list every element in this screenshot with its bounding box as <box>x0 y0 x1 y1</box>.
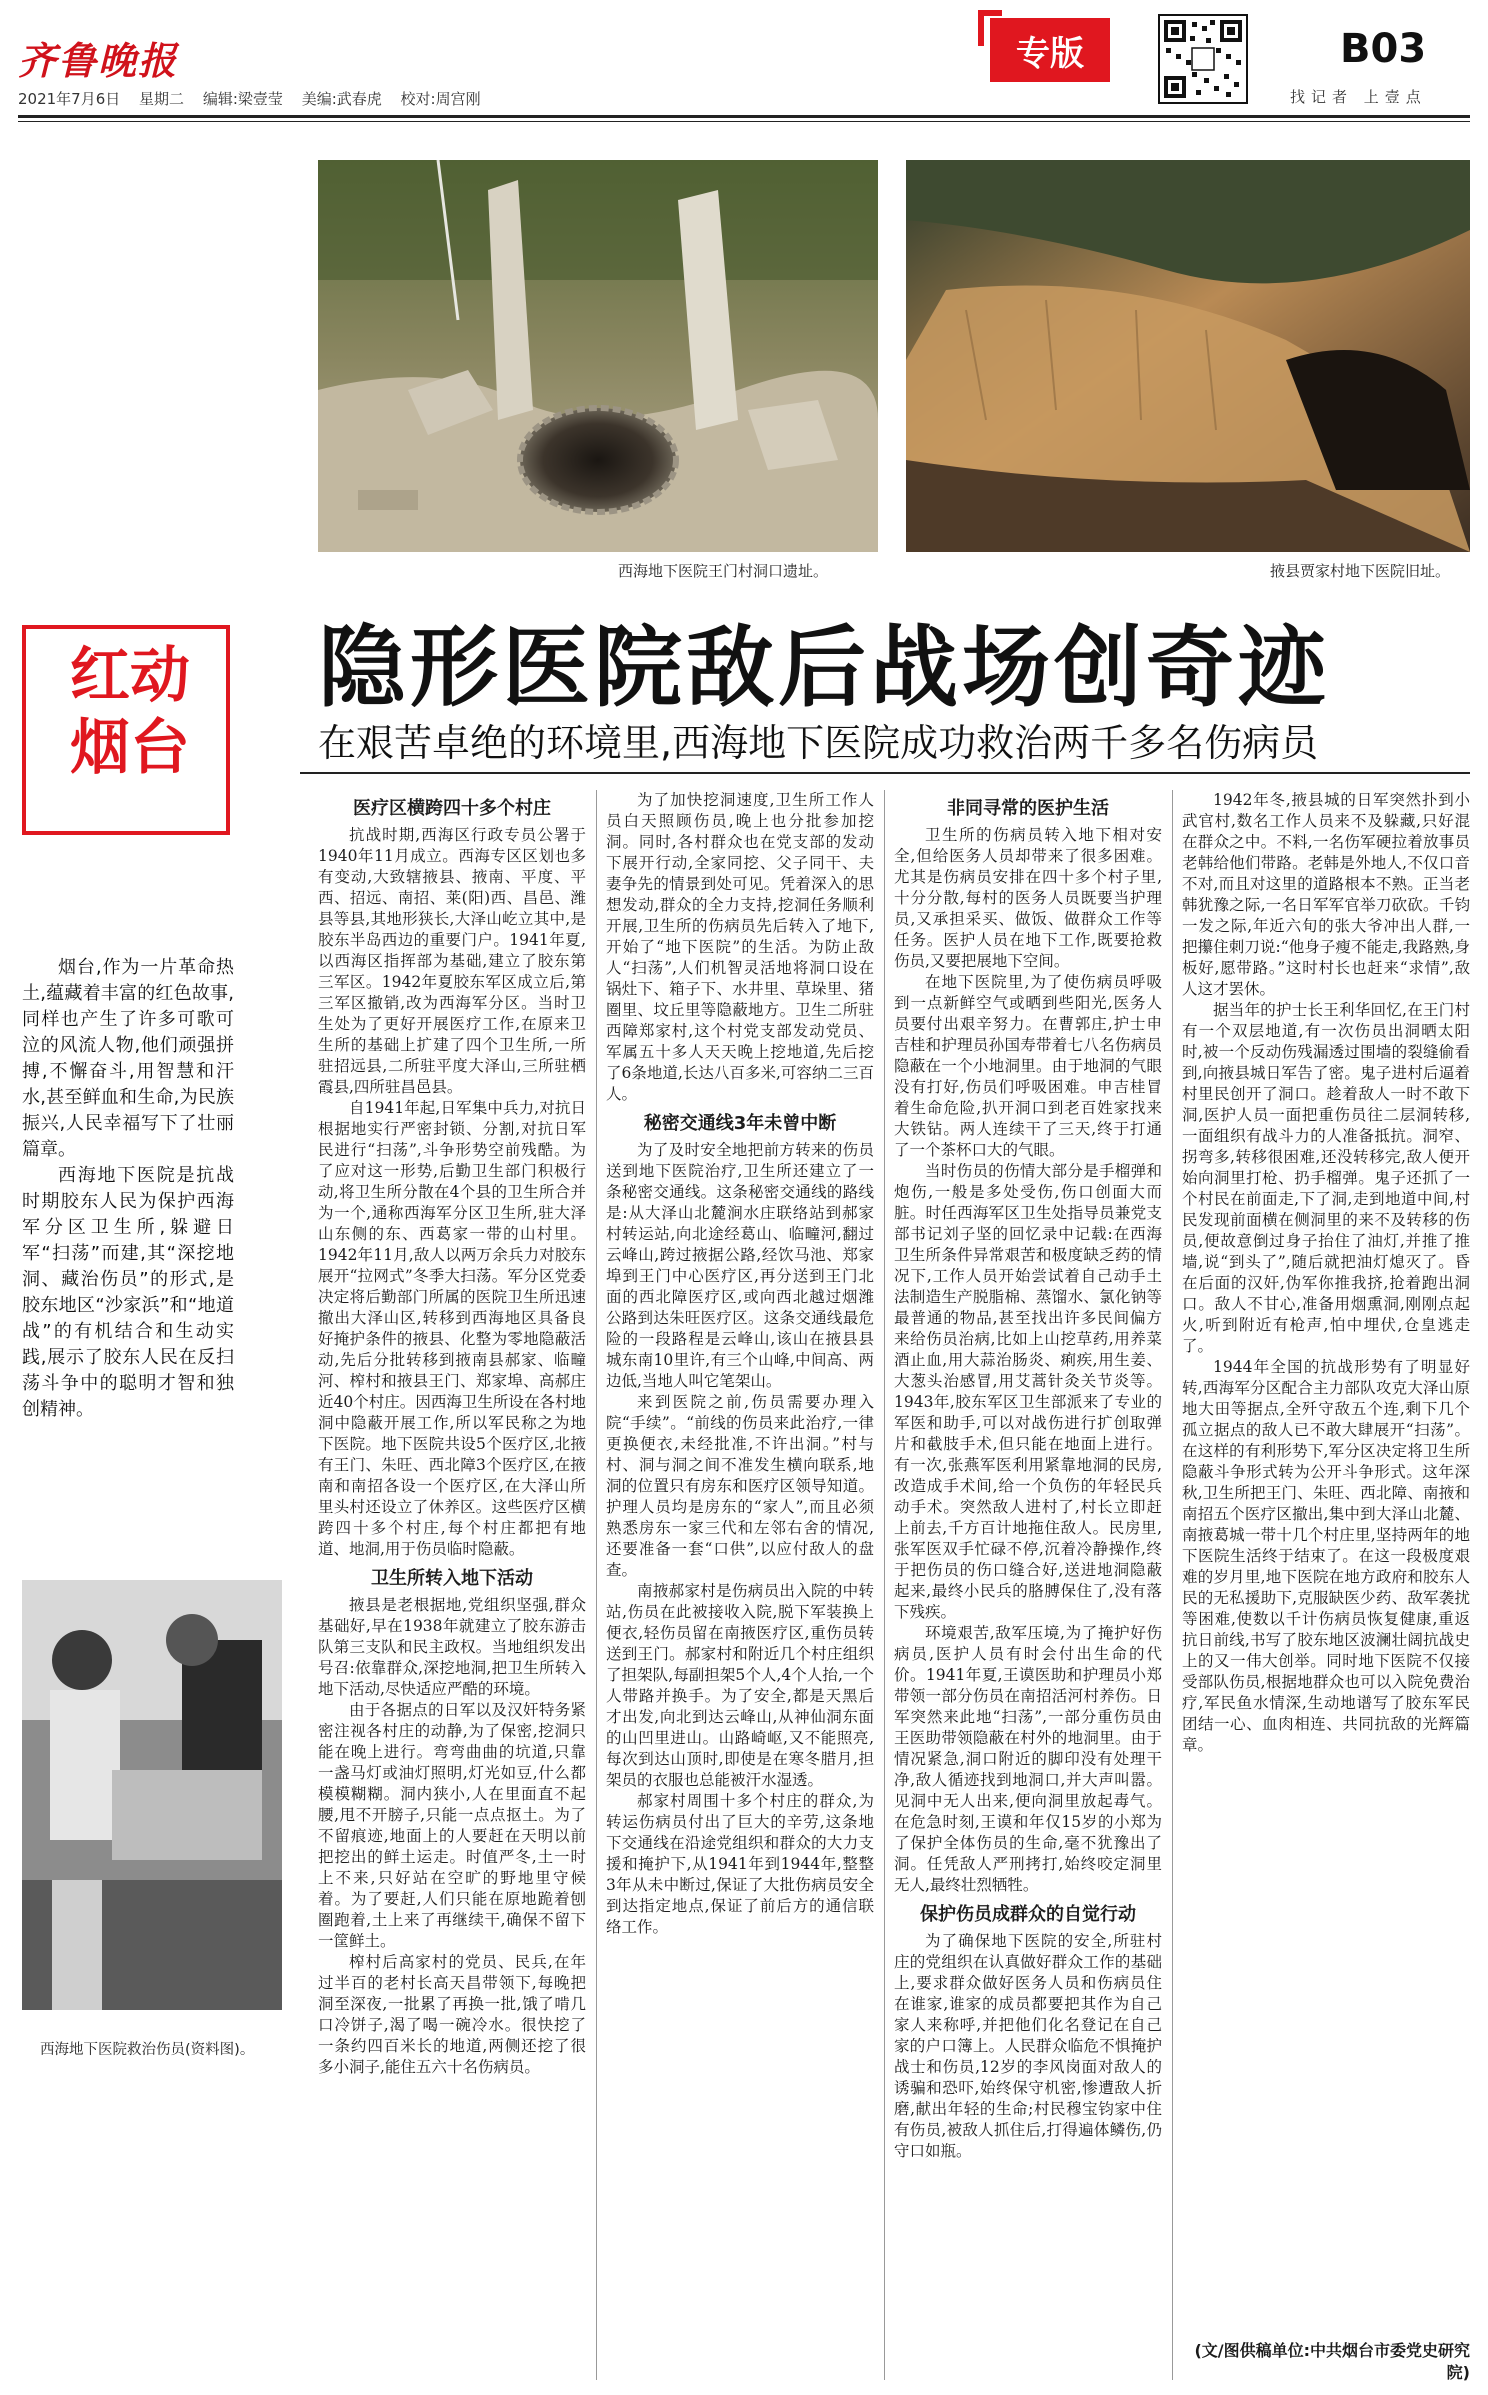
header-rule <box>18 115 1470 118</box>
weekday: 星期二 <box>139 90 185 108</box>
photo-caption-right: 掖县贾家村地下医院旧址。 <box>1270 562 1451 580</box>
column-divider <box>884 790 885 2380</box>
body-paragraph: 卫生所的伤病员转入地下相对安全,但给医务人员却带来了很多困难。尤其是伤病员安排在四十多个村子里,十分分散,每村的医务人员既要当护理员,又承担采买、做饭、做群众工作等任务。医护人员在地下工作,既要抢救伤员,又要把展地下空间。 <box>894 826 1162 970</box>
article-credit: (文/图供稿单位:中共烟台市委党史研究院) <box>1194 2341 1470 2382</box>
photo-caption-left: 西海地下医院王门村洞口遗址。 <box>618 562 829 580</box>
body-paragraph: 为了加快挖洞速度,卫生所工作人员白天照顾伤员,晚上也分批参加挖洞。同时,各村群众也在党支部的发动下展开行动,全家同挖、父子同干、夫妻争先的情景到处可见。凭着深入的思想发动,群众的全力支持,挖洞任务顺利开展,卫生所的伤病员先后转入了地下,开始了“地下医院”的生活。为防止敌人“扫荡”,人们机智灵活地将洞口设在锅灶下、箱子下、水井里、草垛里、猪圈里、坟丘里等隐蔽地方。卫生二所驻西障郑家村,这个村党支部发动党员、军属五十多人天天晚上挖地道,先后挖了6条地道,长达八百多米,可容纳二三百人。 <box>606 791 874 1103</box>
intro-paragraph: 烟台,作为一片革命热土,蕴藏着丰富的红色故事,同样也产生了许多可歌可泣的风流人物,他们顽强拼搏,不懈奋斗,用智慧和汗水,甚至鲜血和生命,为民族振兴,人民幸福写下了壮丽篇章。 <box>22 957 234 1160</box>
body-paragraph: 据当年的护士长王利华回忆,在王门村有一个双层地道,有一次伤员出洞晒太阳时,被一个反动伤残漏透过围墙的裂缝偷看到,向掖县城日军告了密。鬼子进村后逼着村里民创开了洞口。趁着敌人一时不敢下洞,医护人员一面把重伤员往二层洞转移,一面组织有战斗力的人准备抵抗。洞窄、拐弯多,转移很困难,还没转移完,敌人便开始向洞里打枪、扔手榴弹。鬼子还抓了一个村民在前面走,下了洞,走到地道中间,村民发现前面横在侧洞里的来不及转移的伤员,便故意倒过身子抬住了油灯,并推了推墙,说“到头了”,随后就把油灯熄灭了。昏在后面的汉奸,伪军你推我挤,抢着跑出洞口。敌人不甘心,准备用烟熏洞,刚刚点起火,听到附近有枪声,怕中埋伏,仓皇逃走了。 <box>1182 1001 1470 1355</box>
column-tag-line2: 烟台 <box>70 713 190 783</box>
body-paragraph: 榨村后高家村的党员、民兵,在年过半百的老村长高天昌带领下,每晚把洞至深夜,一批累了再换一批,饿了啃几口冷饼子,渴了喝一碗冷水。很快挖了一条约四百米长的地道,两侧还挖了很多小洞子,能住五六十名伤病员。 <box>318 1953 586 2076</box>
dateline <box>18 88 495 109</box>
body-paragraph: 为了及时安全地把前方转来的伤员送到地下医院治疗,卫生所还建立了一条秘密交通线。这条秘密交通线的路线是:从大泽山北麓涧水庄联络站到郝家村转运站,向北途经葛山、临疃河,翻过云峰山,跨过掖据公路,经饮马池、郑家埠到王门中心医疗区,再分送到王门北面的西北障医疗区,或向西北越过烟潍公路到达朱旺医疗区。这条交通线最危险的一段路程是云峰山,该山在掖县县城东南10里许,有三个山峰,中间高、两边低,当地人叫它笔架山。 <box>606 1141 874 1390</box>
photo-treating-wounded <box>22 1580 282 2010</box>
qr-code-icon[interactable] <box>1158 14 1248 104</box>
body-paragraph: 为了确保地下医院的安全,所驻村庄的党组织在认真做好群众工作的基础上,要求群众做好医务人员和伤病员住在谁家,谁家的成员都要把其作为自己家人来称呼,并把他们化名登记在自己家的户口簿上。人民群众临危不惧掩护战士和伤员,12岁的李风岗面对敌人的诱骗和恐吓,始终保守机密,惨遭敌人折磨,献出年轻的生命;村民穆宝钧家中住有伤员,被敌人抓住后,打得遍体鳞伤,仍守口如瓶。 <box>894 1932 1162 2160</box>
body-paragraph: 来到医院之前,伤员需要办理入院“手续”。“前线的伤员来此治疗,一律更换便衣,未经批准,不许出洞。”村与村、洞与洞之间不准发生横向联系,地洞的位置只有房东和医疗区领导知道。护理人员均是房东的“家人”,而且必须熟悉房东一家三代和左邻右舍的情况,还要准备一套“口供”,以应付敌人的盘查。 <box>606 1393 874 1579</box>
section-heading: 非同寻常的医护生活 <box>947 798 1109 819</box>
body-paragraph: 掖县是老根据地,党组织坚强,群众基础好,早在1938年就建立了胶东游击队第三支队和民主政权。当地组织发出号召:依靠群众,深挖地洞,把卫生所转入地下活动,尽快适应严酷的环境。 <box>318 1596 586 1698</box>
masthead: 齐鲁晚报 <box>18 38 179 83</box>
column-divider <box>1172 790 1173 2380</box>
article-column-2 <box>606 790 874 2380</box>
section-heading: 保护伤员成群众的自觉行动 <box>920 1904 1136 1925</box>
column-divider <box>596 790 597 2380</box>
body-paragraph: 由于各据点的日军以及汉奸特务紧密注视各村庄的动静,为了保密,挖洞只能在晚上进行。弯弯曲曲的坑道,只靠一盏马灯或油灯照明,灯光如豆,什么都模模糊糊。洞内狭小,人在里面直不起腰,甩不开膀子,只能一点点抠土。为了不留痕迹,地面上的人要赶在天明以前把挖出的鲜土运走。时值严冬,土一时上不来,只好站在空旷的野地里守候着。为了要赶,人们只能在原地跪着刨圈跑着,土上来了再继续干,确保不留下一筐鲜土。 <box>318 1701 586 1950</box>
body-paragraph: 1942年冬,掖县城的日军突然扑到小武官村,数名工作人员来不及躲藏,只好混在群众之中。不料,一名伤军硬拉着放事员老韩给他们带路。老韩是外地人,不仅口音不对,而且对这里的道路根本不熟。正当老韩犹豫之际,一名日军军官举刀砍砍。千钧一发之际,年近六旬的张大爷冲出人群,一把攥住刺刀说:“他身子瘦不能走,我路熟,身板好,愿带路。”这时村长也赶来“求情”,敌人这才罢休。 <box>1182 791 1470 998</box>
body-paragraph: 环境艰苦,敌军压境,为了掩护好伤病员,医护人员有时会付出生命的代价。1941年夏,王谟医助和护理员小郑带领一部分伤员在南招活河村养伤。日军突然来此地“扫荡”,一部分重伤员由王医助带领隐蔽在村外的地洞里。由于情况紧急,洞口附近的脚印没有处理干净,敌人循迹找到地洞口,并大声叫嚣。见洞中无人出来,便向洞里放起毒气。在危急时刻,王谟和年仅15岁的小郑为了保护全体伤员的生命,毫不犹豫出了洞。任凭敌人严刑拷打,始终咬定洞里无人,最终壮烈牺牲。 <box>894 1624 1162 1894</box>
body-paragraph: 当时伤员的伤情大部分是手榴弹和炮伤,一般是多处受伤,伤口创面大而脏。时任西海军区卫生处指导员兼党支部书记刘子坚的回忆录中记载:在西海卫生所条件异常艰苦和极度缺乏药的情况下,工作人员开始尝试着自己动手土法制造生产脱脂棉、蒸馏水、氯化钠等最普通的物品,甚至找出许多民间偏方来给伤员治病,比如上山挖草药,用养菜酒止血,用大蒜治肠炎、痢疾,用生姜、大葱头治感冒,用艾蒿针灸关节炎等。1943年,胶东军区卫生部派来了专业的军医和助手,可以对战伤进行扩创取弹片和截肢手术,但只能在地面上进行。有一次,张燕军医利用紧靠地洞的民房,改造成手术间,给一个负伤的年轻民兵动手术。突然敌人进村了,村长立即赶上前去,千方百计地拖住敌人。民房里,张军医双手忙碌不停,沉着冷静操作,终于把伤员的伤口缝合好,送进地洞隐蔽起来,最终小民兵的胳膊保住了,没有落下残疾。 <box>894 1162 1162 1621</box>
title-rule <box>300 772 1470 774</box>
page-number: B03 <box>1340 26 1427 72</box>
reporter-tag: 找记者 上壹点 <box>1290 88 1427 106</box>
article-column-3 <box>894 790 1162 2380</box>
proof-credit: 校对:周宫刚 <box>400 90 481 108</box>
body-paragraph: 郝家村周围十多个村庄的群众,为转运伤病员付出了巨大的辛劳,这条地下交通线在沿途党组织和群众的大力支援和掩护下,从1941年到1944年,整整3年从未中断过,保证了大批伤病员安全到达指定地点,保证了前后方的通信联络工作。 <box>606 1792 874 1936</box>
art-credit: 美编:武春虎 <box>301 90 382 108</box>
body-paragraph: 自1941年起,日军集中兵力,对抗日根据地实行严密封锁、分割,对抗日军民进行“扫荡”,斗争形势空前残酷。为了应对这一形势,后勤卫生部门积极行动,将卫生所分散在4个县的卫生所合并为一个,通称西海军分区卫生所,驻大泽山东侧的东、西葛家一带的山村里。1942年11月,敌人以两万余兵力对胶东展开“拉网式”冬季大扫荡。军分区党委决定将后勤部门所属的医院卫生所迅速撤出大泽山区,转移到西海地区具备良好掩护条件的掖县、化整为零地隐蔽活动,先后分批转移到掖南县郝家、临疃河、榨村和掖县王门、郑家埠、高郝庄近40个村庄。因西海卫生所设在各村地洞中隐蔽开展工作,所以军民称之为地下医院。地下医院共设5个医疗区,北掖有王门、朱旺、西北障3个医疗区,在掖南和南招各设一个医疗区,在大泽山所里头村还设立了休养区。这些医疗区横跨四十多个村庄,每个村庄都把有地道、地洞,用于伤员临时隐蔽。 <box>318 1099 586 1558</box>
intro-paragraph: 西海地下医院是抗战时期胶东人民为保护西海军分区卫生所,躲避日军“扫荡”而建,其“深挖地洞、藏治伤员”的形式,是胶东地区“沙家浜”和“地道战”的有机结合和生动实践,展示了胶东人民在反扫荡斗争中的聪明才智和独创精神。 <box>22 1165 234 1420</box>
section-heading: 卫生所转入地下活动 <box>371 1568 533 1589</box>
body-paragraph: 南掖郝家村是伤病员出入院的中转站,伤员在此被接收入院,脱下军装换上便衣,轻伤员留在南掖医疗区,重伤员转送到王门。郝家村和附近几个村庄组织了担架队,每副担架5个人,4个人抬,一个人带路并换手。为了安全,都是天黑后才出发,向北到达云峰山,从神仙洞东面的山凹里进山。山路崎岖,又不能照亮,每次到达山顶时,即使是在寒冬腊月,担架员的衣服也总能被汗水湿透。 <box>606 1582 874 1789</box>
article-column-1 <box>318 790 586 2380</box>
headline: 隐形医院敌后战场创奇迹 <box>318 616 1331 719</box>
article-column-4 <box>1182 790 1470 2330</box>
column-tag-line1: 红动 <box>70 641 190 711</box>
body-paragraph: 1944年全国的抗战形势有了明显好转,西海军分区配合主力部队攻克大泽山原地大田等据点,全歼守敌五个连,剩下几个孤立据点的敌人已不敢大肆展开“扫荡”。在这样的有利形势下,军分区决定将卫生所隐蔽斗争形式转为公开斗争形式。这年深秋,卫生所把王门、朱旺、西北障、南掖和南招五个医疗区撤出,集中到大泽山北麓、南掖葛城一带十几个村庄里,坚持两年的地下医院生活终于结束了。在这一段极度艰难的岁月里,地下医院在地方政府和胶东人民的无私援助下,克服缺医少药、敌军袭扰等困难,使数以千计伤病员恢复健康,重返抗日前线,书写了胶东地区波澜壮阔抗战史上的又一伟大创举。同时地下医院不仅接受部队伤员,根据地群众也可以入院免费治疗,军民鱼水情深,生动地谱写了胶东军民团结一心、血肉相连、共同抗敌的光辉篇章。 <box>1182 1358 1470 1754</box>
photo-well-ruins <box>318 160 878 552</box>
body-paragraph: 抗战时期,西海区行政专员公署于1940年11月成立。西海专区区划也多有变动,大致辖掖县、掖南、平度、平西、招远、南招、莱(阳)西、昌邑、潍县等县,其地形狭长,大泽山屹立其中,是胶东半岛西边的重要门户。1941年夏,以西海区指挥部为基础,建立了胶东第三军区。1942年夏胶东军区成立后,第三军区撤销,改为西海军分区。当时卫生处为了更好开展医疗工作,在原来卫生所的基础上扩建了四个卫生所,一所驻招远县,二所驻平度大泽山,三所驻栖霞县,四所驻昌邑县。 <box>318 826 586 1096</box>
section-tag: 专版 <box>990 18 1110 82</box>
body-paragraph: 在地下医院里,为了使伤病员呼吸到一点新鲜空气或晒到些阳光,医务人员要付出艰辛努力。在曹郭庄,护士申吉桂和护理员孙国寿带着七八名伤病员隐蔽在一个小地洞里。由于地洞的气眼没有打好,伤员们呼吸困难。申吉桂冒着生命危险,扒开洞口到老百姓家找来大铁钻。两人连续干了三天,终于打通了一个茶杯口大的气眼。 <box>894 973 1162 1159</box>
section-heading: 医疗区横跨四十多个村庄 <box>353 798 551 819</box>
editor-credit: 编辑:梁壹莹 <box>202 90 283 108</box>
section-heading: 秘密交通线3年未曾中断 <box>643 1113 837 1134</box>
photo-caption-bottom: 西海地下医院救治伤员(资料图)。 <box>40 2042 255 2058</box>
header-rule-thin <box>18 121 1470 122</box>
intro-column <box>22 955 234 1520</box>
column-tag <box>40 640 220 784</box>
photo-cave-site <box>906 160 1470 552</box>
issue-date: 2021年7月6日 <box>18 90 121 108</box>
subheadline: 在艰苦卓绝的环境里,西海地下医院成功救治两千多名伤病员 <box>318 721 1319 765</box>
